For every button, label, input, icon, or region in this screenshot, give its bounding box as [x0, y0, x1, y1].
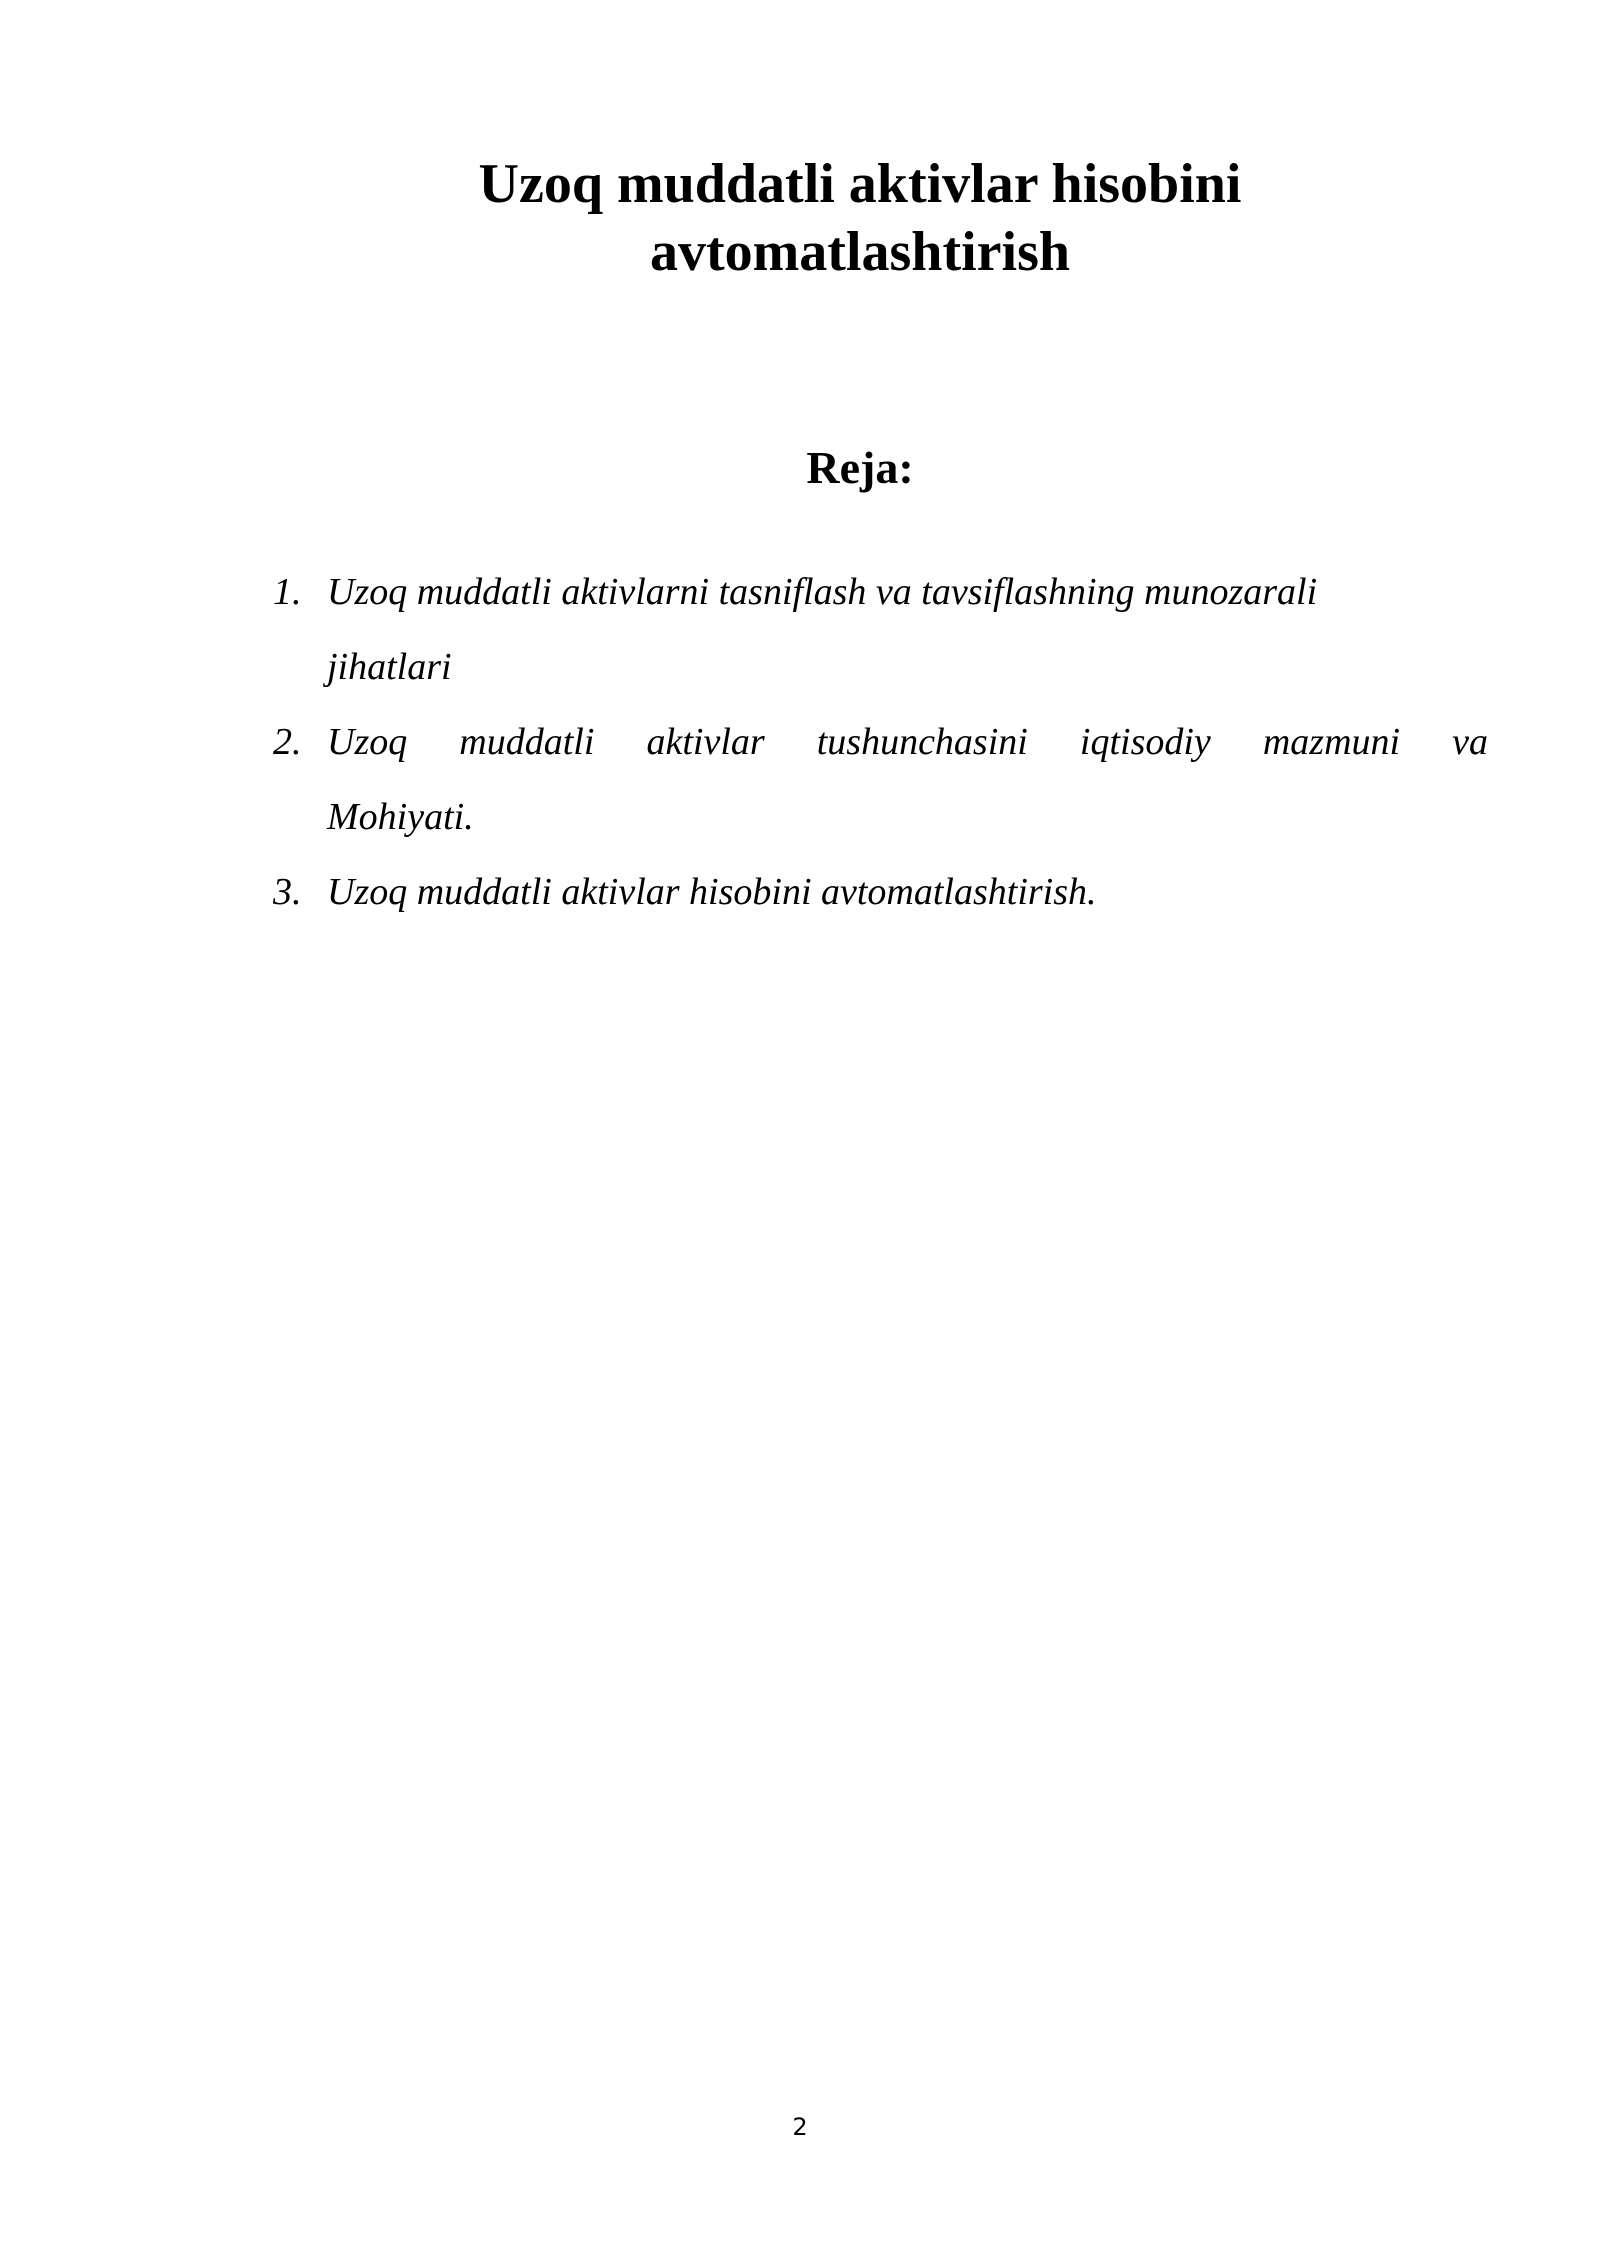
plan-item-1 [273, 555, 1488, 705]
plan-item-text-continued: jihatlari [327, 646, 452, 688]
page-number: 2 [792, 2113, 808, 2141]
plan-list [273, 555, 1488, 930]
plan-item-number: 2. [273, 721, 302, 763]
plan-heading: Reja: [806, 442, 914, 493]
plan-item-2 [273, 705, 1488, 855]
plan-item-text: Uzoq muddatli aktivlar tushunchasini iqtisodiy mazmuni va [327, 721, 1488, 763]
plan-item-3 [273, 855, 1488, 930]
document-title-line-1: Uzoq muddatli aktivlar hisobini [478, 153, 1242, 215]
plan-item-text-continued: Mohiyati. [327, 796, 474, 838]
plan-item-number: 3. [273, 871, 302, 913]
plan-item-text: Uzoq muddatli aktivlarni tasniflash va tavsiflashning munozarali [327, 571, 1318, 613]
plan-item-text: Uzoq muddatli aktivlar hisobini avtomatlashtirish. [327, 871, 1097, 913]
document-title [300, 150, 1420, 286]
document-title-line-2: avtomatlashtirish [650, 221, 1070, 283]
plan-item-number: 1. [273, 571, 302, 613]
